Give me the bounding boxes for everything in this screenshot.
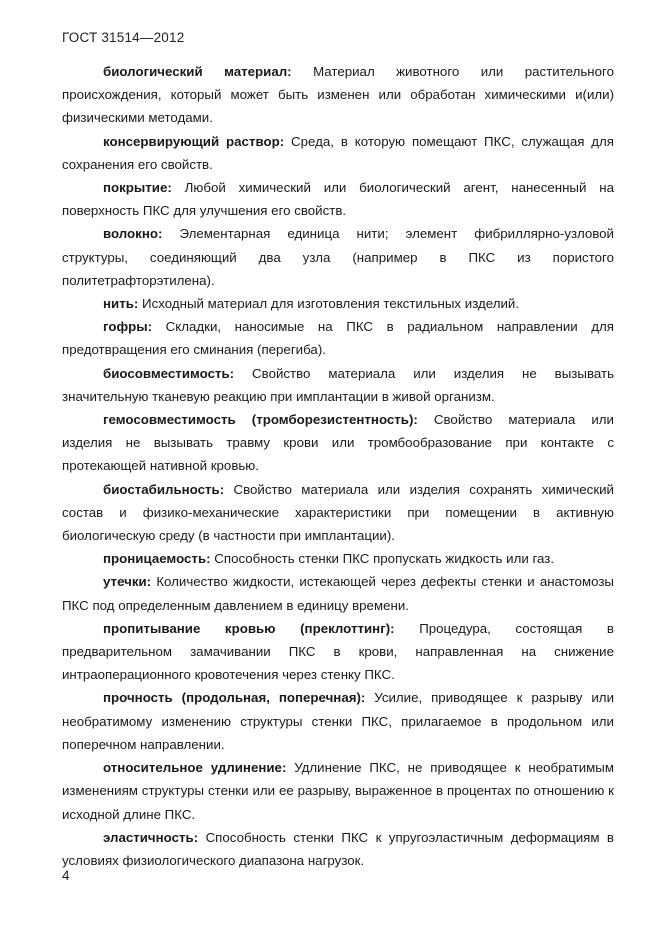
definition-entry [62,315,614,361]
definition-text: Свойство материала или изделия не вызывать травму крови или тромбообразование при контакте с протекающей нативной кровью. [62,412,614,474]
definition-entry [62,547,614,570]
definition-text: Способность стенки ПКС пропускать жидкость или газ. [214,551,555,567]
term: биологический материал: [103,64,292,79]
definition-entry [62,408,614,478]
term: проницаемость: [103,551,211,567]
definition-text: Исходный материал для изготовления текстильных изделий. [142,296,520,312]
definition-text: Элементарная единица нити; элемент фибриллярно-узловой структуры, соединяющий два узла (например в ПКС из пористого политетрафторэтилена). [62,226,614,288]
definition-entry [62,478,614,548]
term: прочность (продольная, поперечная): [103,690,366,706]
definition-text: Удлинение ПКС, не приводящее к необратимым изменениям структуры стенки или ее разрыву, выраженное в процентах по отношению к исходной длине ПКС. [62,760,615,822]
definition-text: Количество жидкости, истекающей через дефекты стенки и анастомозы ПКС под определенным давлением в единицу времени. [62,574,614,613]
term: утечки: [103,574,152,590]
standard-header: ГОСТ 31514—2012 [62,30,185,45]
definition-text: Процедура, состоящая в предварительном замачивании ПКС в крови, направленная на снижение интраоперационного кровотечения через стенку ПКС. [62,620,614,683]
term: волокно: [103,226,163,242]
definition-entry [62,686,614,756]
definition-text: Способность стенки ПКС к упругоэластичным деформациям в условиях физиологического диапазона нагрузок. [62,829,614,868]
definition-text: Свойство материала или изделия не вызывать значительную тканевую реакцию при имплантации в живой организм. [62,365,614,404]
definition-entry [62,362,614,408]
definition-entry [62,130,614,176]
definition-text: Материал животного или растительного происхождения, который может быть изменен или обработан химическими и(или) физическими методами. [62,64,614,126]
definition-entry [62,617,614,687]
definition-text: Свойство материала или изделия сохранять химический состав и физико-механические характеристики при помещении в активную биологическую среду (в частности при имплантации). [62,481,614,544]
definition-entry [62,222,614,292]
definition-text: Складки, наносимые на ПКС в радиальном направлении для предотвращения его сминания (перегиба). [62,319,614,358]
term: биостабильность: [103,481,225,497]
term: эластичность: [103,829,199,845]
definition-text: Усилие, приводящее к разрыву или необратимому изменению структуры стенки ПКС, прилагаемое в продольном или поперечном направлении. [62,690,614,752]
definition-entry [62,60,614,130]
term: биосовместимость: [103,365,235,381]
term: гофры: [103,319,153,335]
term: относительное удлинение: [103,760,287,776]
definition-entry [62,292,614,315]
term: покрытие: [103,180,172,196]
definition-entry [62,570,614,616]
term: гемосовместимость (тромборезистентность): [103,412,418,428]
definitions-list [62,60,614,872]
term: нить: [103,296,139,312]
page-number: 4 [62,868,70,883]
definition-text: Среда, в которую помещают ПКС, служащая для сохранения его свойств. [62,133,615,172]
definition-text: Любой химический или биологический агент, нанесенный на поверхность ПКС для улучшения его свойств. [62,180,614,219]
term: консервирующий раствор: [103,133,285,149]
definition-entry [62,176,614,222]
definition-entry [62,756,614,826]
term: пропитывание кровью (преклоттинг): [103,620,395,636]
definition-entry [62,826,614,872]
